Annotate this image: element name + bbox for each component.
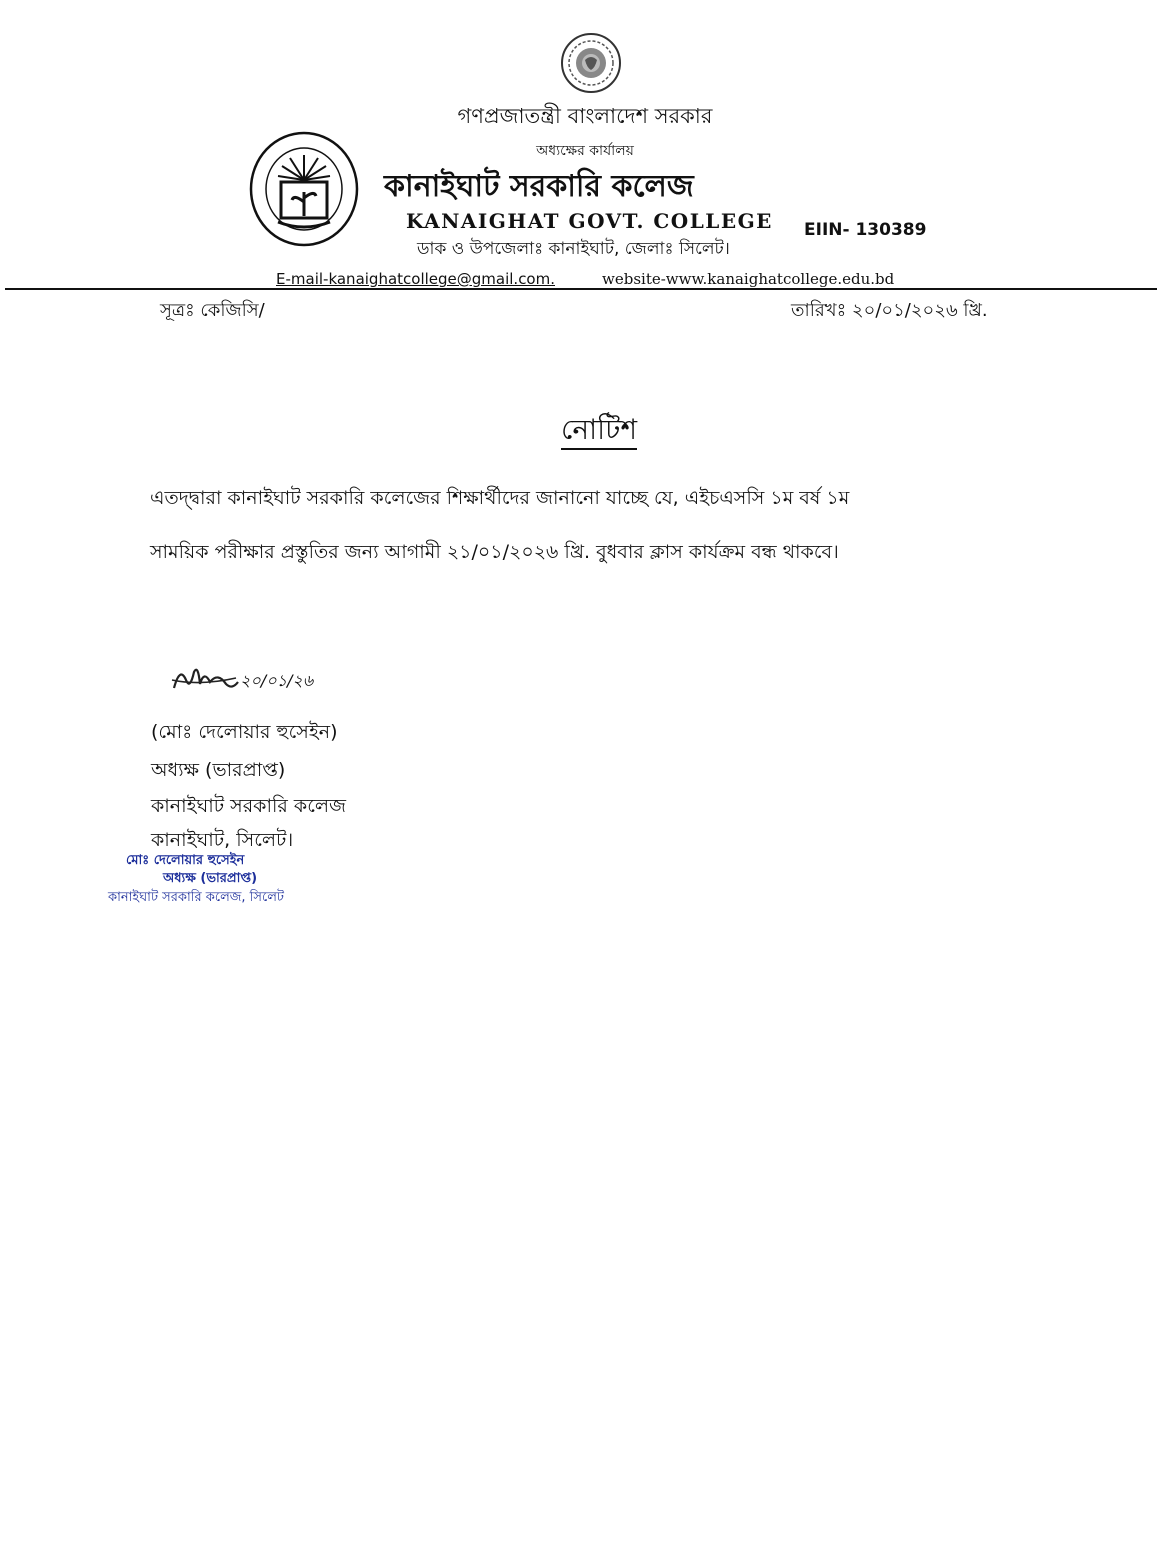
notice-body-line-2: সাময়িক পরীক্ষার প্রস্তুতির জন্য আগামী ২১/০১/২০২৬ খ্রি. বুধবার ক্লাস কার্যক্রম বন্ধ থাকবে। [150, 541, 839, 563]
college-website[interactable]: website-www.kanaighatcollege.edu.bd [602, 270, 895, 288]
college-name-english: KANAIGHAT GOVT. COLLEGE [406, 209, 773, 233]
signatory-place: কানাইঘাট, সিলেট। [151, 829, 294, 851]
notice-title-text: নোটিশ [561, 413, 637, 450]
eiin-number: EIIN- 130389 [804, 220, 927, 240]
college-logo-icon [248, 130, 360, 248]
signature-date: ২০/০১/২৬ [240, 671, 314, 690]
signatory-name: (মোঃ দেলোয়ার হুসেইন) [151, 721, 338, 743]
notice-body-line-1: এতদ্দ্বারা কানাইঘাট সরকারি কলেজের শিক্ষার্থীদের জানানো যাচ্ছে যে, এইচএসসি ১ম বর্ষ ১ম [150, 487, 850, 509]
signatory-designation: অধ্যক্ষ (ভারপ্রাপ্ত) [151, 759, 286, 781]
signatory-college: কানাইঘাট সরকারি কলেজ [151, 795, 346, 817]
notice-title [0, 408, 1158, 455]
college-email[interactable]: E-mail-kanaighatcollege@gmail.com. [276, 270, 555, 288]
college-address: ডাক ও উপজেলাঃ কানাইঘাট, জেলাঃ সিলেট। [417, 239, 730, 259]
stamp-designation: অধ্যক্ষ (ভারপ্রাপ্ত) [163, 871, 258, 886]
government-seal-icon [560, 32, 622, 94]
stamp-name: মোঃ দেলোয়ার হুসেইন [126, 853, 245, 868]
header-divider [5, 288, 1157, 290]
college-name-bangla: কানাইঘাট সরকারি কলেজ [384, 169, 694, 204]
government-name: গণপ্রজাতন্ত্রী বাংলাদেশ সরকার [457, 104, 713, 128]
stamp-college: কানাইঘাট সরকারি কলেজ, সিলেট [108, 890, 284, 905]
memo-reference: সূত্রঃ কেজিসি/ [160, 300, 265, 321]
office-name: অধ্যক্ষের কার্যালয় [536, 143, 634, 159]
memo-date: তারিখঃ ২০/০১/২০২৬ খ্রি. [791, 300, 988, 321]
